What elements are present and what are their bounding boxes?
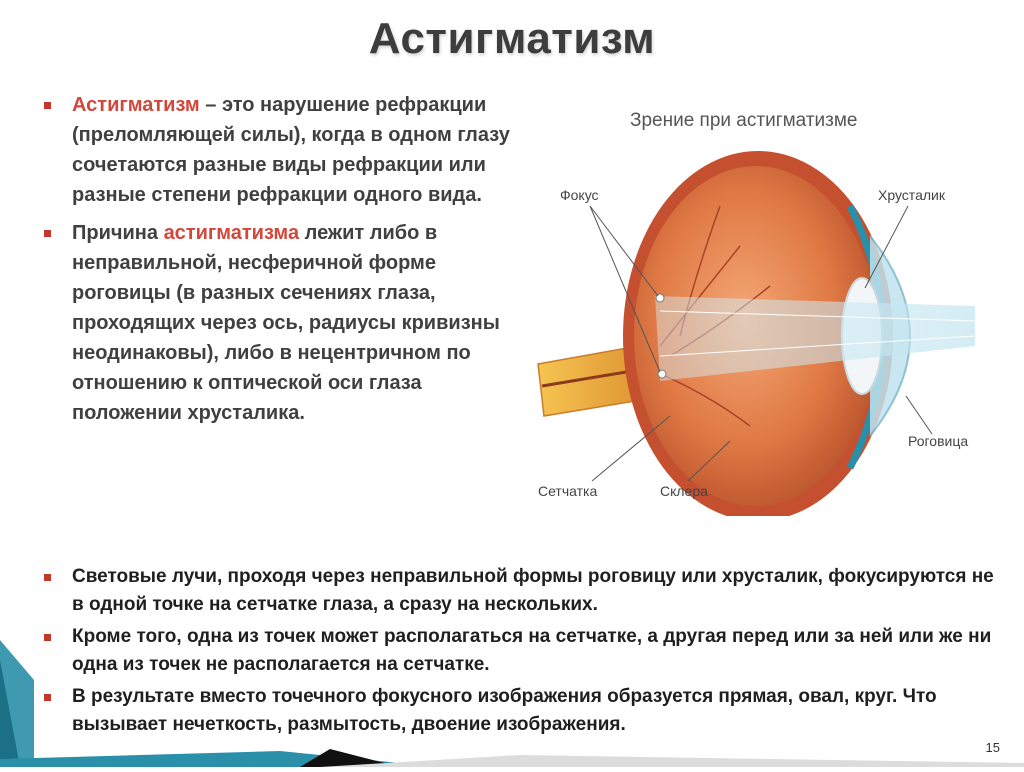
bullet-text: Кроме того, одна из точек может располагаться на сетчатке, а другая перед или за ней или же ни одна из точек не располагается на сетчатке. <box>72 626 992 675</box>
bullet-cause <box>40 218 510 428</box>
main-bullet-list <box>40 90 510 436</box>
bullet-text: В результате вместо точечного фокусного изображения образуется прямая, овал, круг. Что вызывает нечеткость, размытость, двоение изображения. <box>72 686 937 735</box>
bottom-decoration <box>0 745 1024 767</box>
bullet-marker <box>44 694 51 701</box>
label-lens: Хрусталик <box>878 187 945 203</box>
leader-line-cornea <box>906 396 932 434</box>
bullet-marker <box>44 102 51 109</box>
eye-diagram <box>520 96 995 516</box>
bullet-text: – это нарушение рефракции (преломляющей силы), когда в одном глазу сочетаются разные виды рефракции или разные степени рефракции одного вида. <box>72 94 510 206</box>
label-sclera: Склера <box>660 483 708 499</box>
bullet-marker <box>44 634 51 641</box>
eye-diagram-svg <box>520 96 995 516</box>
label-focus: Фокус <box>560 187 599 203</box>
term-highlight: астигматизма <box>163 222 300 244</box>
bottom-bullet-list <box>40 563 1000 743</box>
bullet-text: Световые лучи, проходя через неправильной формы роговицу или хрусталик, фокусируются не в одной точке на сетчатке глаза, а сразу на нескольких. <box>72 566 994 615</box>
bullet-text: лежит либо в неправильной, несферичной форме роговицы (в разных сечениях глаза, проходящих через ось, радиусы кривизны неодинаковы), либо в нецентричном по отношению к оптической оси глаза положении хрусталика. <box>72 222 500 424</box>
label-cornea: Роговица <box>908 433 969 449</box>
bullet-result <box>40 683 1000 739</box>
term-highlight: Астигматизм <box>72 94 200 116</box>
bullet-marker <box>44 574 51 581</box>
bullet-prefix: Причина <box>72 222 164 244</box>
bullet-definition <box>40 90 510 210</box>
label-retina: Сетчатка <box>538 483 598 499</box>
bullet-points-position <box>40 623 1000 679</box>
diagram-title: Зрение при астигматизме <box>630 110 858 131</box>
bullet-marker <box>44 230 51 237</box>
page-number: 15 <box>985 740 1000 755</box>
bullet-light-rays <box>40 563 1000 619</box>
slide-title: Астигматизм <box>368 14 656 63</box>
